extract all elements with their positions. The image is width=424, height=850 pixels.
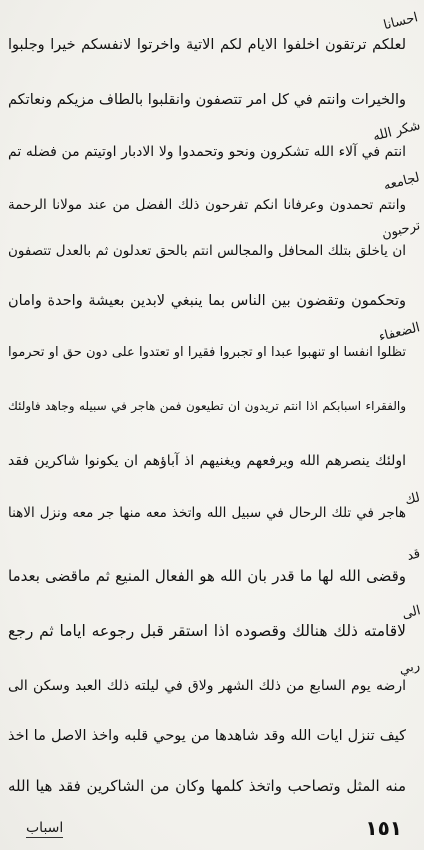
manuscript-line: كيف تنزل ايات الله وقد شاهدها من يوحي قلبه واخذ الاصل ما اخذ xyxy=(8,728,406,744)
manuscript-line: انتم في آلاء الله تشكرون ونحو وتحمدوا ولا الادبار اوتيتم من فضله تم xyxy=(8,144,406,160)
catchword: اسباب xyxy=(26,820,64,836)
manuscript-line: اولئك ينصرهم الله ويرفعهم ويغنيهم اذ آباؤهم ان يكونوا شاكرين فقد xyxy=(8,453,406,469)
manuscript-line: وتحكمون وتقضون بين الناس بما ينبغي لابدين بعيشة واحدة وامان xyxy=(8,293,406,309)
manuscript-line: والخيرات وانتم في كل امر تتصفون وانقلبوا بالطاف مزيكم ونعاتكم xyxy=(8,92,406,108)
manuscript-line: وانتم تحمدون وعرفانا انكم تفرحون ذلك الفضل من عند مولانا الرحمة xyxy=(8,197,406,213)
manuscript-line: وقضى الله لها ما قدر بان الله هو الفعال المنيع ثم ماقضى بعدما xyxy=(8,567,406,585)
margin-note: لجامعه xyxy=(382,170,422,194)
margin-note: ترحبون xyxy=(380,218,422,243)
margin-note: شكر الله xyxy=(371,118,422,145)
margin-note: الى xyxy=(400,603,422,623)
manuscript-line: منه المثل وتصاحب واتخذ كلمها وكان من الشاكرين فقد هيا الله xyxy=(8,777,406,795)
margin-note: احسانا xyxy=(382,10,420,34)
manuscript-line: ارضه يوم السابع من ذلك الشهر ولاق في ليلته ذلك العبد وسكن الى xyxy=(8,678,406,694)
margin-note: لك xyxy=(403,490,422,509)
margin-note: قد xyxy=(405,546,422,564)
manuscript-line: هاجر في تلك الرحال في سبيل الله واتخذ معه منها جر معه ونزل الاهنا xyxy=(8,505,406,521)
manuscript-line: تظلوا انفسا او تنهبوا عبدا او تجبروا فقيرا او تعتدوا على دون حق او تحرموا xyxy=(8,345,406,360)
manuscript-line: لاقامته ذلك هنالك وقصوده اذا استقر قبل رجوعه اياما ثم رجع xyxy=(8,622,406,640)
margin-note: الضعفاء xyxy=(377,320,422,345)
margin-note: ربي xyxy=(397,658,422,678)
manuscript-line: ان ياخلق بتلك المحافل والمجالس انتم بالحق تعدلون ثم بالعدل تتصفون xyxy=(8,243,406,259)
manuscript-line: والفقراء اسبابكم اذا انتم تريدون ان تطيعون فمن هاجر في سبيله وجاهد فاولئك xyxy=(8,399,406,413)
manuscript-line: لعلكم ترتقون اخلفوا الايام لكم الاتية واخرتوا لانفسكم خيرا وجلبوا xyxy=(8,37,406,53)
page-number: ١٥١ xyxy=(365,816,402,840)
